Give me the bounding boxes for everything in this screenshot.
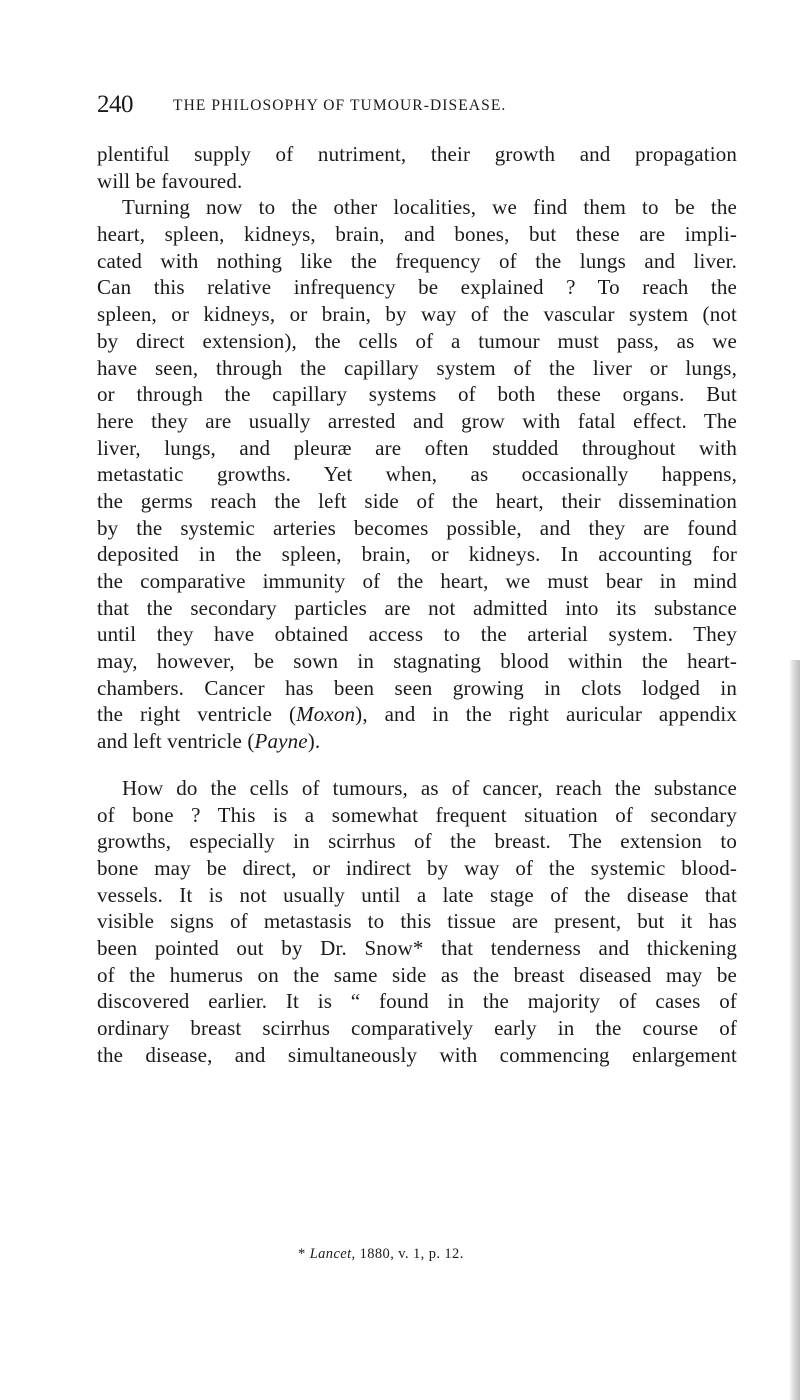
running-head: THE PHILOSOPHY OF TUMOUR-DISEASE. xyxy=(173,97,507,114)
text-fragment: ), and in the right auricular appendix xyxy=(355,702,738,727)
text-line: will be favoured. xyxy=(97,168,243,193)
footnote-marker: * xyxy=(298,1246,310,1262)
text-line: visible signs of metastasis to this tissue are present, but it has xyxy=(97,909,737,934)
text-line: here they are usually arrested and grow with fatal effect. The xyxy=(97,408,737,433)
cited-author-payne: Payne xyxy=(254,729,308,754)
text-line: may, however, be sown in stagnating blood within the heart- xyxy=(97,649,737,674)
page-number: 240 xyxy=(97,91,133,118)
text-line: bone may be direct, or indirect by way of the systemic blood- xyxy=(97,855,737,880)
text-line: deposited in the spleen, brain, or kidneys. In accounting for xyxy=(97,542,737,567)
cited-author-moxon: Moxon xyxy=(296,702,356,727)
text-line: How do the cells of tumours, as of cancer, reach the substance xyxy=(122,775,737,800)
text-line: the comparative immunity of the heart, we must bear in mind xyxy=(97,569,737,593)
text-line: heart, spleen, kidneys, brain, and bones, but these are impli- xyxy=(97,222,737,247)
text-line: Turning now to the other localities, we find them to be the xyxy=(122,195,737,220)
text-line: by direct extension), the cells of a tumour must pass, as we xyxy=(97,328,737,353)
text-fragment: the right ventricle ( xyxy=(97,702,297,727)
paragraph-gap xyxy=(97,755,737,775)
text-fragment: and left ventricle ( xyxy=(97,729,255,754)
footnote xyxy=(298,1245,464,1263)
text-line: or through the capillary systems of both these organs. But xyxy=(97,382,737,407)
text-line: been pointed out by Dr. Snow* that tenderness and thickening xyxy=(97,935,737,960)
text-line: of bone ? This is a somewhat frequent situation of secondary xyxy=(97,802,737,827)
text-line: liver, lungs, and pleuræ are often studded throughout with xyxy=(97,435,737,460)
text-line: Can this relative infrequency be explained ? To reach the xyxy=(97,275,737,300)
text-line-with-citation xyxy=(97,701,737,728)
text-line: spleen, or kidneys, or brain, by way of the vascular system (not xyxy=(97,302,737,327)
text-line: chambers. Cancer has been seen growing in clots lodged in xyxy=(97,675,737,700)
text-line: of the humerus on the same side as the breast diseased may be xyxy=(97,962,737,987)
text-line: cated with nothing like the frequency of the lungs and liver. xyxy=(97,248,737,273)
body-text xyxy=(97,141,737,1068)
text-line: the disease, and simultaneously with commencing enlargement xyxy=(97,1042,737,1067)
text-line: metastatic growths. Yet when, as occasionally happens, xyxy=(97,462,737,487)
text-line: by the systemic arteries becomes possible, and they are found xyxy=(97,515,737,540)
text-line: the germs reach the left side of the heart, their dissemination xyxy=(97,488,737,513)
footnote-details: 1880, v. 1, p. 12. xyxy=(355,1246,464,1262)
text-line: vessels. It is not usually until a late stage of the disease that xyxy=(97,882,737,907)
text-line: plentiful supply of nutriment, their growth and propagation xyxy=(97,142,737,166)
text-line: that the secondary particles are not admitted into its substance xyxy=(97,595,737,620)
text-line: growths, especially in scirrhus of the breast. The extension to xyxy=(97,829,737,854)
scan-page-edge xyxy=(790,660,800,1400)
text-line: discovered earlier. It is “ found in the majority of cases of xyxy=(97,989,737,1014)
footnote-citation: Lancet, xyxy=(309,1246,356,1262)
text-line-with-citation xyxy=(97,728,737,755)
text-line: ordinary breast scirrhus comparatively early in the course of xyxy=(97,1016,737,1040)
text-line: until they have obtained access to the arterial system. They xyxy=(97,622,737,647)
text-line: have seen, through the capillary system of the liver or lungs, xyxy=(97,355,737,380)
page-header xyxy=(97,92,737,118)
text-fragment: ). xyxy=(307,729,321,754)
